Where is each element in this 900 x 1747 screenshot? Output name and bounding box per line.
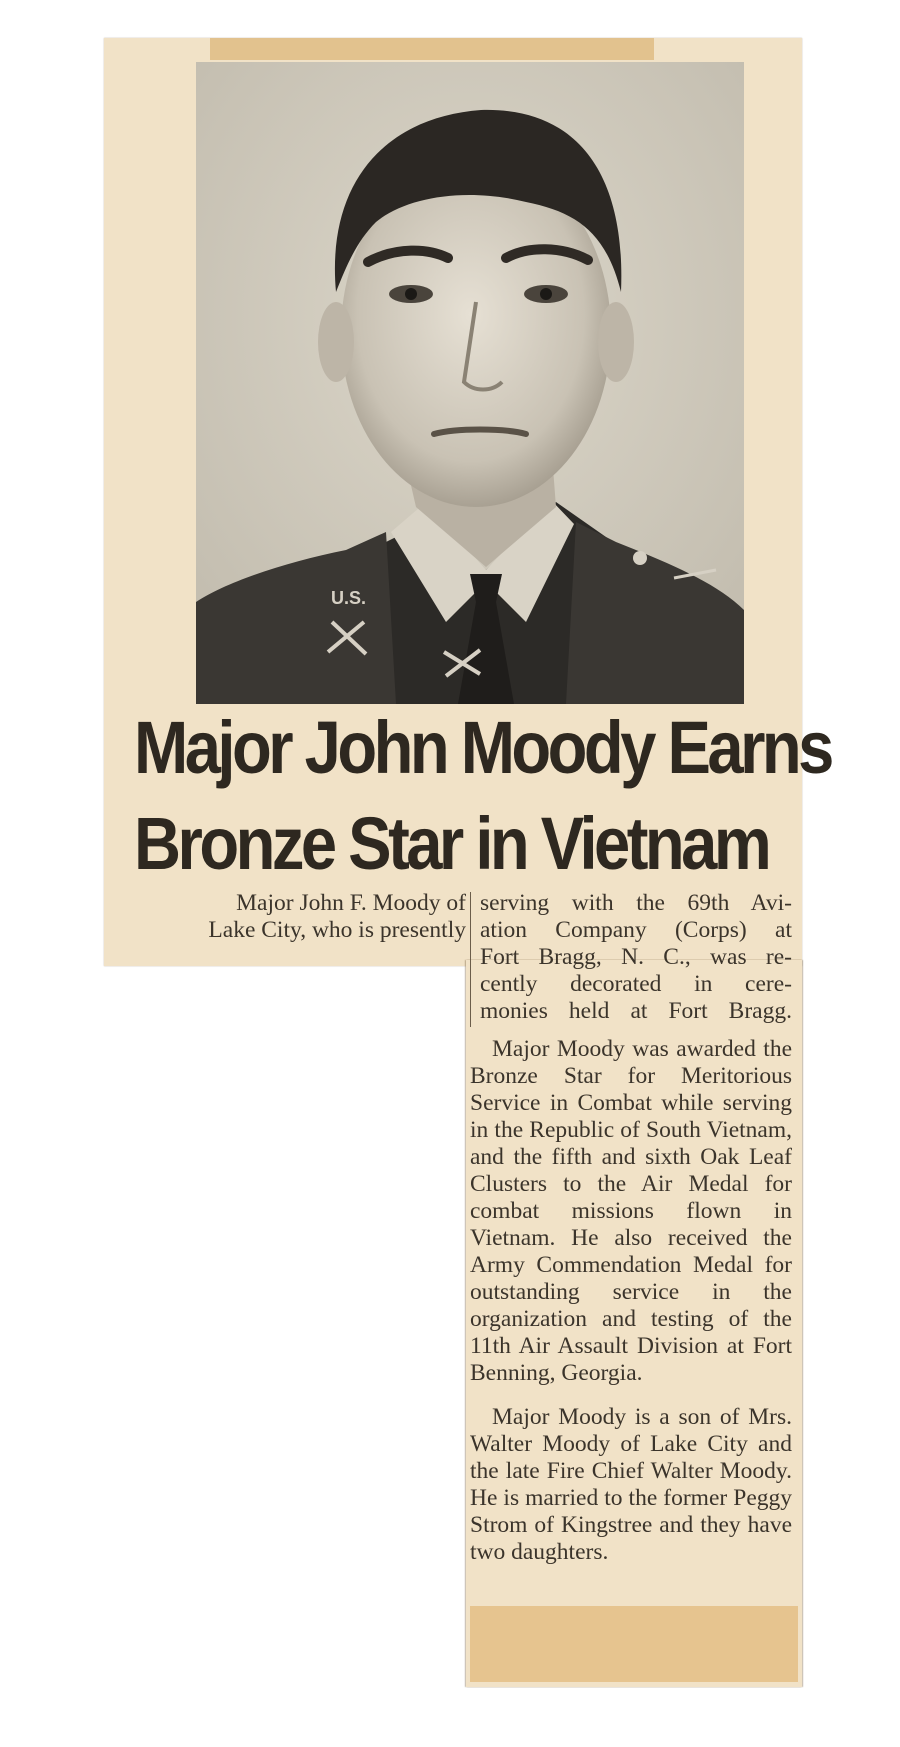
portrait-photo <box>196 62 744 704</box>
headline <box>134 700 831 892</box>
paragraph-family: Major Moody is a son of Mrs. Walter Moody of Lake City and the late Fire Chief Walter Moody. He is married to the former Peggy Strom of Kingstree and they have two daughters. <box>470 1404 792 1565</box>
lead-right-line: monies held at Fort Bragg. <box>480 998 792 1024</box>
lead-left-line-1: Major John F. Moody of <box>236 890 466 916</box>
lead-right-line: serving with the 69th Avi- <box>480 890 792 916</box>
lead-left-column <box>132 890 466 944</box>
lead-right-line: ation Company (Corps) at <box>480 917 792 943</box>
lead-left-line-2: Lake City, who is presently <box>208 917 466 943</box>
lead-right-line: cently decorated in cere- <box>480 971 792 997</box>
tape-strip-top <box>210 38 654 60</box>
tape-strip-bottom <box>470 1606 798 1682</box>
headline-line-1: Major John Moody Earns <box>134 706 831 789</box>
headline-line-2: Bronze Star in Vietnam <box>134 802 769 885</box>
paragraph-awards: Major Moody was awarded the Bronze Star for Meritorious Service in Combat while serving in the Republic of South Vietnam, and the fifth and sixth Oak Leaf Clusters to the Air Medal for combat missions flown in Vietnam. He also received the Army Commendation Medal for outstanding service in the organization and testing of the 11th Air Assault Division at Fort Benning, Georgia. <box>470 1036 792 1386</box>
column-rule <box>470 892 471 1027</box>
svg-text:U.S.: U.S. <box>331 588 367 608</box>
lead-right-column <box>480 890 792 1025</box>
lead-right-line: Fort Bragg, N. C., was re- <box>480 944 792 970</box>
